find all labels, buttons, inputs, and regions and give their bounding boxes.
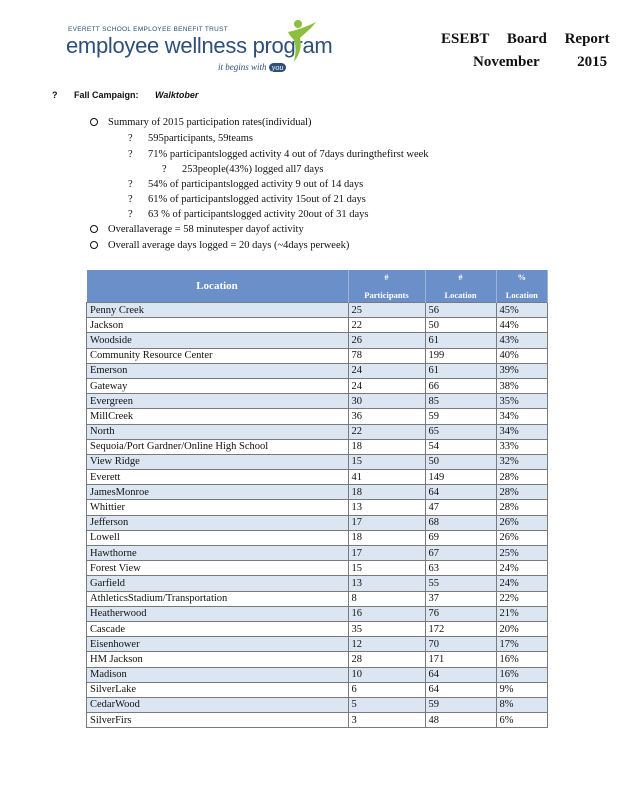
cell-percent: 26%: [496, 515, 548, 530]
report-title: ESEBT Board Report: [441, 31, 610, 47]
cell-participants: 18: [348, 530, 425, 545]
table-row: [87, 713, 548, 728]
cell-location-count: 50: [425, 318, 496, 333]
cell-participants: 25: [348, 303, 425, 318]
table-row: [87, 682, 548, 697]
cell-participants: 18: [348, 485, 425, 500]
cell-percent: 35%: [496, 394, 548, 409]
table-row: [87, 667, 548, 682]
cell-participants: 13: [348, 576, 425, 591]
cell-location-count: 69: [425, 530, 496, 545]
figure-logo-icon: [284, 18, 318, 62]
cell-location: Penny Creek: [87, 303, 349, 318]
header-location-hash: #: [458, 272, 463, 282]
cell-location-count: 48: [425, 713, 496, 728]
table-row: [87, 621, 548, 636]
cell-location: Lowell: [87, 530, 349, 545]
cell-location-count: 64: [425, 667, 496, 682]
cell-participants: 15: [348, 454, 425, 469]
summary-item: [128, 209, 368, 220]
cell-participants: 10: [348, 667, 425, 682]
cell-percent: 22%: [496, 591, 548, 606]
table-row: [87, 470, 548, 485]
table-row: [87, 409, 548, 424]
cell-percent: 44%: [496, 318, 548, 333]
table-row: [87, 303, 548, 318]
header-participants-hash: #: [384, 272, 389, 282]
overall-average-text: Overallaverage = 58 minutesper dayof activity: [108, 224, 304, 235]
cell-location: SilverLake: [87, 682, 349, 697]
cell-percent: 45%: [496, 303, 548, 318]
cell-participants: 5: [348, 697, 425, 712]
header-percent-label: Location: [505, 290, 538, 300]
logo-program-name: employee wellness program: [66, 33, 333, 58]
cell-location-count: 59: [425, 409, 496, 424]
logo-tagline-text: it begins with: [218, 62, 267, 72]
header-location: Location: [87, 270, 349, 303]
header-location-label: Location: [444, 290, 477, 300]
table-row: [87, 697, 548, 712]
cell-location-count: 66: [425, 378, 496, 393]
cell-percent: 34%: [496, 424, 548, 439]
overall-average: [90, 224, 304, 235]
cell-location-count: 59: [425, 697, 496, 712]
summary-title: [90, 117, 312, 128]
cell-location: Gateway: [87, 378, 349, 393]
cell-participants: 12: [348, 637, 425, 652]
cell-location-count: 85: [425, 394, 496, 409]
cell-percent: 34%: [496, 409, 548, 424]
table-row: [87, 485, 548, 500]
table-row: [87, 606, 548, 621]
table-row: [87, 454, 548, 469]
cell-participants: 24: [348, 378, 425, 393]
cell-percent: 32%: [496, 454, 548, 469]
cell-location: JamesMonroe: [87, 485, 349, 500]
cell-location-count: 61: [425, 363, 496, 378]
cell-location-count: 65: [425, 424, 496, 439]
campaign-bullet: ?: [52, 90, 58, 100]
cell-location: Everett: [87, 470, 349, 485]
participation-table: [86, 270, 548, 728]
summary-title-text: Summary of 2015 participation rates(individual): [108, 117, 312, 128]
table-row: [87, 576, 548, 591]
table-row: [87, 363, 548, 378]
cell-location: Emerson: [87, 363, 349, 378]
question-bullet: ?: [128, 194, 133, 205]
cell-percent: 33%: [496, 439, 548, 454]
cell-location-count: 50: [425, 454, 496, 469]
logo-tagline: [218, 62, 286, 72]
cell-location: North: [87, 424, 349, 439]
campaign-name: Walktober: [155, 90, 199, 100]
cell-percent: 17%: [496, 637, 548, 652]
cell-participants: 22: [348, 318, 425, 333]
cell-percent: 28%: [496, 485, 548, 500]
table-row: [87, 561, 548, 576]
cell-location-count: 149: [425, 470, 496, 485]
cell-location: Evergreen: [87, 394, 349, 409]
table-row: [87, 637, 548, 652]
cell-location: Eisenhower: [87, 637, 349, 652]
cell-participants: 24: [348, 363, 425, 378]
question-bullet: ?: [128, 149, 133, 160]
cell-participants: 15: [348, 561, 425, 576]
cell-percent: 8%: [496, 697, 548, 712]
table-row: [87, 394, 548, 409]
cell-participants: 6: [348, 682, 425, 697]
cell-percent: 24%: [496, 576, 548, 591]
cell-location: Forest View: [87, 561, 349, 576]
table-row: [87, 318, 548, 333]
summary-item: [128, 149, 429, 160]
cell-participants: 28: [348, 652, 425, 667]
cell-location-count: 67: [425, 546, 496, 561]
table-row: [87, 652, 548, 667]
campaign-line: [52, 90, 198, 100]
cell-location: Heatherwood: [87, 606, 349, 621]
cell-percent: 24%: [496, 561, 548, 576]
cell-location-count: 37: [425, 591, 496, 606]
cell-percent: 40%: [496, 348, 548, 363]
cell-location-count: 64: [425, 682, 496, 697]
table-row: [87, 546, 548, 561]
table-row: [87, 378, 548, 393]
table-row: [87, 591, 548, 606]
header-participants-label: Participants: [364, 290, 409, 300]
cell-percent: 28%: [496, 470, 548, 485]
cell-participants: 36: [348, 409, 425, 424]
summary-item-text: 61% of participantslogged activity 15out of 21 days: [148, 194, 366, 205]
cell-participants: 41: [348, 470, 425, 485]
question-bullet: ?: [128, 209, 133, 220]
cell-location-count: 63: [425, 561, 496, 576]
cell-participants: 3: [348, 713, 425, 728]
overall-days: [90, 240, 349, 251]
summary-item: [128, 133, 253, 144]
cell-percent: 9%: [496, 682, 548, 697]
cell-participants: 16: [348, 606, 425, 621]
cell-location: Madison: [87, 667, 349, 682]
table-row: [87, 333, 548, 348]
question-bullet: ?: [162, 164, 167, 175]
circle-bullet-icon: [90, 225, 98, 233]
cell-participants: 30: [348, 394, 425, 409]
logo-org-name: EVERETT SCHOOL EMPLOYEE BENEFIT TRUST: [68, 26, 229, 33]
cell-percent: 16%: [496, 667, 548, 682]
summary-sub-item: [162, 164, 323, 175]
cell-location: CedarWood: [87, 697, 349, 712]
cell-location: Garfield: [87, 576, 349, 591]
cell-location-count: 61: [425, 333, 496, 348]
cell-location-count: 199: [425, 348, 496, 363]
cell-participants: 35: [348, 621, 425, 636]
cell-participants: 8: [348, 591, 425, 606]
report-date: November 2015: [473, 54, 608, 70]
logo-tagline-you: you: [269, 63, 287, 72]
cell-percent: 43%: [496, 333, 548, 348]
cell-percent: 25%: [496, 546, 548, 561]
overall-days-text: Overall average days logged = 20 days (~4days perweek): [108, 240, 350, 251]
cell-location-count: 70: [425, 637, 496, 652]
circle-bullet-icon: [90, 241, 98, 249]
cell-percent: 39%: [496, 363, 548, 378]
cell-location-count: 54: [425, 439, 496, 454]
summary-item-text: 63 % of participantslogged activity 20out of 31 days: [148, 209, 369, 220]
cell-percent: 16%: [496, 652, 548, 667]
table-row: [87, 530, 548, 545]
cell-location: Whittier: [87, 500, 349, 515]
summary-item-text: 595participants, 59teams: [148, 133, 253, 144]
cell-location: HM Jackson: [87, 652, 349, 667]
cell-location-count: 171: [425, 652, 496, 667]
table-row: [87, 439, 548, 454]
cell-location: SilverFirs: [87, 713, 349, 728]
cell-participants: 22: [348, 424, 425, 439]
circle-bullet-icon: [90, 118, 98, 126]
cell-participants: 17: [348, 546, 425, 561]
cell-location-count: 172: [425, 621, 496, 636]
cell-location-count: 68: [425, 515, 496, 530]
table-row: [87, 424, 548, 439]
summary-item: [128, 194, 366, 205]
cell-percent: 20%: [496, 621, 548, 636]
summary-item: [128, 179, 363, 190]
table-body: [87, 303, 548, 728]
header-participants: [348, 270, 425, 303]
cell-participants: 26: [348, 333, 425, 348]
cell-location: Woodside: [87, 333, 349, 348]
table-row: [87, 515, 548, 530]
cell-location: Sequoia/Port Gardner/Online High School: [87, 439, 349, 454]
cell-participants: 78: [348, 348, 425, 363]
cell-location: Cascade: [87, 621, 349, 636]
table-row: [87, 500, 548, 515]
cell-location-count: 56: [425, 303, 496, 318]
cell-location: Jackson: [87, 318, 349, 333]
summary-item-text: 54% of participantslogged activity 9 out of 14 days: [148, 179, 364, 190]
campaign-label: Fall Campaign:: [74, 90, 139, 100]
cell-participants: 13: [348, 500, 425, 515]
question-bullet: ?: [128, 179, 133, 190]
cell-percent: 21%: [496, 606, 548, 621]
header-location-count: [425, 270, 496, 303]
cell-location-count: 76: [425, 606, 496, 621]
cell-location-count: 55: [425, 576, 496, 591]
cell-location: AthleticsStadium/Transportation: [87, 591, 349, 606]
cell-location-count: 64: [425, 485, 496, 500]
cell-percent: 38%: [496, 378, 548, 393]
cell-participants: 18: [348, 439, 425, 454]
summary-sub-item-text: 253people(43%) logged all7 days: [182, 164, 324, 175]
cell-participants: 17: [348, 515, 425, 530]
header-percent: [496, 270, 548, 303]
table-header-row: [87, 270, 548, 303]
cell-location: Community Resource Center: [87, 348, 349, 363]
table-row: [87, 348, 548, 363]
question-bullet: ?: [128, 133, 133, 144]
cell-location: MillCreek: [87, 409, 349, 424]
cell-location-count: 47: [425, 500, 496, 515]
cell-location: View Ridge: [87, 454, 349, 469]
cell-location: Hawthorne: [87, 546, 349, 561]
cell-location: Jefferson: [87, 515, 349, 530]
cell-percent: 6%: [496, 713, 548, 728]
cell-percent: 26%: [496, 530, 548, 545]
cell-percent: 28%: [496, 500, 548, 515]
header-percent-sign: %: [517, 272, 526, 282]
summary-item-text: 71% participantslogged activity 4 out of 7days duringthefirst week: [148, 149, 429, 160]
wellness-logo: [62, 18, 333, 78]
